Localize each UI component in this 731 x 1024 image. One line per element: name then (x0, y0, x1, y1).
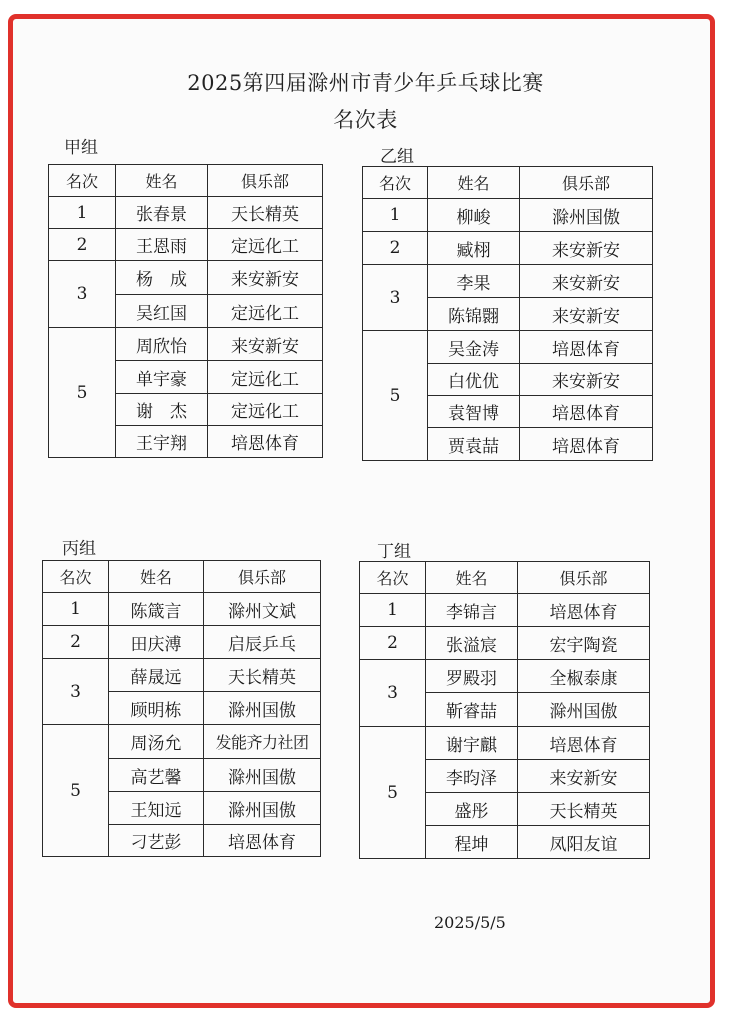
club-name: 天长精英 (204, 659, 321, 692)
player-name: 陈箴言 (109, 593, 204, 626)
player-name: 顾明栋 (109, 692, 204, 725)
player-name: 靳睿喆 (426, 693, 518, 727)
club-name: 来安新安 (208, 261, 323, 295)
player-name: 王恩雨 (116, 229, 208, 261)
rank-cell: 3 (360, 660, 426, 727)
club-name: 定远化工 (208, 295, 323, 328)
player-name: 王知远 (109, 792, 204, 825)
club-name: 来安新安 (208, 328, 323, 361)
player-name: 吴金涛 (428, 331, 520, 364)
player-name: 谢 杰 (116, 394, 208, 426)
player-name: 罗殿羽 (426, 660, 518, 693)
group-label-jia: 甲组 (64, 138, 98, 158)
player-name: 张溢宸 (426, 627, 518, 660)
rank-cell: 2 (49, 229, 116, 261)
club-name: 天长精英 (518, 793, 650, 826)
header-club: 俱乐部 (204, 561, 321, 593)
header-club: 俱乐部 (520, 167, 653, 199)
ranking-table-ding (359, 561, 650, 859)
rank-cell: 3 (363, 265, 428, 331)
player-name: 白优优 (428, 364, 520, 396)
club-name: 滁州国傲 (520, 199, 653, 232)
rank-cell: 5 (49, 328, 116, 458)
player-name: 吴红国 (116, 295, 208, 328)
club-name: 滁州国傲 (204, 692, 321, 725)
club-name: 培恩体育 (520, 331, 653, 364)
rank-cell: 3 (49, 261, 116, 328)
club-name: 来安新安 (518, 760, 650, 793)
club-name: 启辰乒乓 (204, 626, 321, 659)
group-label-yi: 乙组 (380, 147, 414, 167)
club-name: 定远化工 (208, 229, 323, 261)
club-name: 滁州国傲 (204, 759, 321, 792)
rank-cell: 1 (43, 593, 109, 626)
document-subtitle: 名次表 (333, 108, 398, 132)
club-name: 滁州国傲 (204, 792, 321, 825)
club-name: 来安新安 (520, 265, 653, 298)
player-name: 周欣怡 (116, 328, 208, 361)
header-name: 姓名 (116, 165, 208, 197)
rank-cell: 1 (49, 197, 116, 229)
player-name: 单宇豪 (116, 361, 208, 394)
club-name: 宏宇陶瓷 (518, 627, 650, 660)
club-name: 定远化工 (208, 361, 323, 394)
player-name: 柳峻 (428, 199, 520, 232)
player-name: 盛彤 (426, 793, 518, 826)
group-label-ding: 丁组 (377, 542, 411, 562)
player-name: 臧栩 (428, 232, 520, 265)
rank-cell: 2 (363, 232, 428, 265)
rank-cell: 1 (360, 594, 426, 627)
header-name: 姓名 (109, 561, 204, 593)
player-name: 李锦言 (426, 594, 518, 627)
player-name: 田庆溥 (109, 626, 204, 659)
header-club: 俱乐部 (518, 562, 650, 594)
club-name: 来安新安 (520, 364, 653, 396)
header-club: 俱乐部 (208, 165, 323, 197)
club-name: 凤阳友谊 (518, 826, 650, 859)
player-name: 程坤 (426, 826, 518, 859)
rank-cell: 2 (43, 626, 109, 659)
header-name: 姓名 (428, 167, 520, 199)
club-name: 发能齐力社团 (204, 725, 321, 759)
ranking-table-jia (48, 164, 323, 458)
club-name: 来安新安 (520, 232, 653, 265)
club-name: 培恩体育 (208, 426, 323, 458)
document-date: 2025/5/5 (434, 913, 506, 932)
player-name: 张春景 (116, 197, 208, 229)
player-name: 高艺馨 (109, 759, 204, 792)
player-name: 李昀泽 (426, 760, 518, 793)
club-name: 天长精英 (208, 197, 323, 229)
club-name: 培恩体育 (520, 428, 653, 461)
player-name: 薛晟远 (109, 659, 204, 692)
player-name: 王宇翔 (116, 426, 208, 458)
player-name: 李果 (428, 265, 520, 298)
header-rank: 名次 (49, 165, 116, 197)
ranking-table-bing (42, 560, 321, 857)
player-name: 袁智博 (428, 396, 520, 428)
club-name: 滁州国傲 (518, 693, 650, 727)
group-label-bing: 丙组 (62, 539, 96, 559)
club-name: 培恩体育 (518, 727, 650, 760)
rank-cell: 3 (43, 659, 109, 725)
player-name: 杨 成 (116, 261, 208, 295)
player-name: 贾袁喆 (428, 428, 520, 461)
club-name: 培恩体育 (520, 396, 653, 428)
document-title: 2025第四届滁州市青少年乒乓球比赛 (187, 71, 544, 95)
club-name: 培恩体育 (518, 594, 650, 627)
club-name: 培恩体育 (204, 825, 321, 857)
rank-cell: 5 (363, 331, 428, 461)
header-rank: 名次 (43, 561, 109, 593)
rank-cell: 5 (360, 727, 426, 859)
ranking-table-yi (362, 166, 653, 461)
club-name: 滁州文斌 (204, 593, 321, 626)
player-name: 刁艺彭 (109, 825, 204, 857)
header-rank: 名次 (363, 167, 428, 199)
header-name: 姓名 (426, 562, 518, 594)
rank-cell: 2 (360, 627, 426, 660)
player-name: 陈锦翾 (428, 298, 520, 331)
player-name: 谢宇麒 (426, 727, 518, 760)
rank-cell: 5 (43, 725, 109, 857)
header-rank: 名次 (360, 562, 426, 594)
club-name: 来安新安 (520, 298, 653, 331)
club-name: 全椒泰康 (518, 660, 650, 693)
player-name: 周汤允 (109, 725, 204, 759)
club-name: 定远化工 (208, 394, 323, 426)
rank-cell: 1 (363, 199, 428, 232)
